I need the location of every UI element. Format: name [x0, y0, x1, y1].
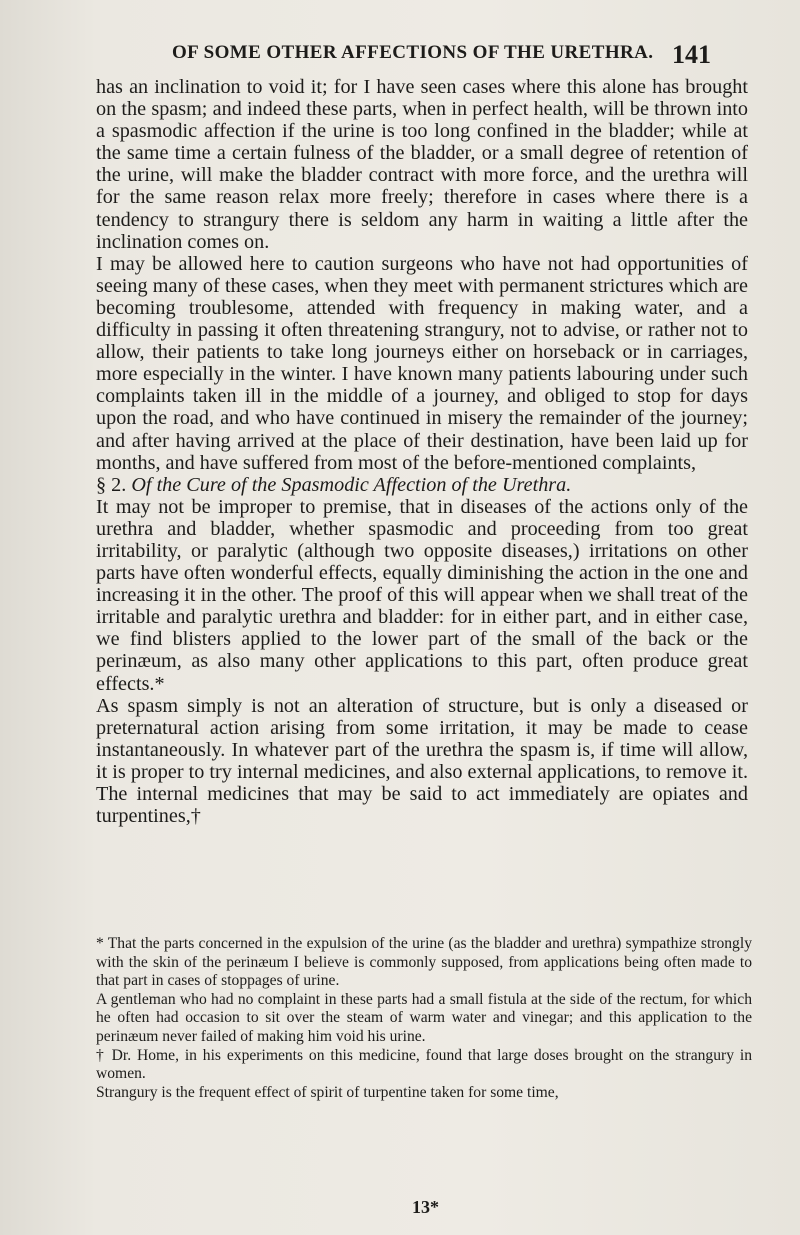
paragraph-1: has an inclination to void it; for I have seen cases where this alone has brought on the spasm; and indeed these parts, when in perfect health, will be thrown into a spasmodic affection if the urine is too long confined in the bladder; while at the same time a certain fulness of the bladder, or a small degree of retention of the urine, will make the bladder contract with more force, and the urethra will for the same reason relax more freely; therefore in cases where there is a tendency to strangury there is seldom any harm in waiting a little after the inclination comes on. — [96, 76, 748, 253]
footnote-2-continued: Strangury is the frequent effect of spirit of turpentine taken for some time, — [96, 1083, 559, 1101]
paragraph-2: I may be allowed here to caution surgeons who have not had opportunities of seeing many of these cases, when they meet with permanent strictures which are becoming troublesome, attended with frequency in making water, and a difficulty in passing it often threatening strangury, not to advise, or rather not to allow, their patients to take long journeys either on horseback or in carriages, more especially in the winter. I have known many patients labouring under such complaints taken ill in the middle of a journey, and obliged to stop for days upon the road, and who have continued in misery the remainder of the journey; and after having arrived at the place of their destination, have been laid up for months, and have suffered from most of the before-mentioned complaints, — [96, 252, 748, 474]
footnote-2: † Dr. Home, in his experiments on this medicine, found that large doses brought on the strangury in women. — [96, 1046, 752, 1083]
paragraph-3: It may not be improper to premise, that in diseases of the actions only of the urethra and bladder, whether spasmodic and proceeding from too great irritability, or paralytic (although two opposite diseases,) irritations on other parts have often wonderful effects, equally diminishing the action in the one and increasing it in the other. The proof of this will appear when we shall treat of the irritable and paralytic urethra and bladder: for in either part, and in either case, we find blisters applied to the lower part of the small of the back or the perinæum, as also many other applications to this part, often produce great effects.* — [96, 495, 748, 695]
page-number: 141 — [672, 40, 711, 69]
footnote-1: * That the parts concerned in the expulsion of the urine (as the bladder and urethra) sympathize strongly with the skin of the perinæum I believe is commonly supposed, from applications being often made to that part in cases of stoppages of urine. — [96, 935, 752, 990]
signature-mark: 13* — [412, 1197, 439, 1217]
section-heading — [96, 474, 748, 496]
paragraph-4: As spasm simply is not an alteration of structure, but is only a diseased or preternatural action arising from some irritation, it may be made to cease instantaneously. In whatever part of the urethra the spasm is, if time will allow, it is proper to try internal medicines, and also external applications, to remove it. The internal medicines that may be said to act immediately are opiates and turpentines,† — [96, 694, 748, 828]
footnote-1-continued: A gentleman who had no complaint in these parts had a small fistula at the side of the rectum, for which he often had occasion to sit over the steam of warm water and vinegar; and this application to the perinæum never failed of making him void his urine. — [96, 990, 752, 1045]
section-title: Of the Cure of the Spasmodic Affection of the Urethra. — [131, 473, 572, 496]
running-title: OF SOME OTHER AFFECTIONS OF THE URETHRA. — [172, 42, 654, 63]
footnotes — [96, 935, 752, 1102]
body-text — [96, 76, 748, 827]
section-symbol: § 2. — [96, 473, 127, 496]
